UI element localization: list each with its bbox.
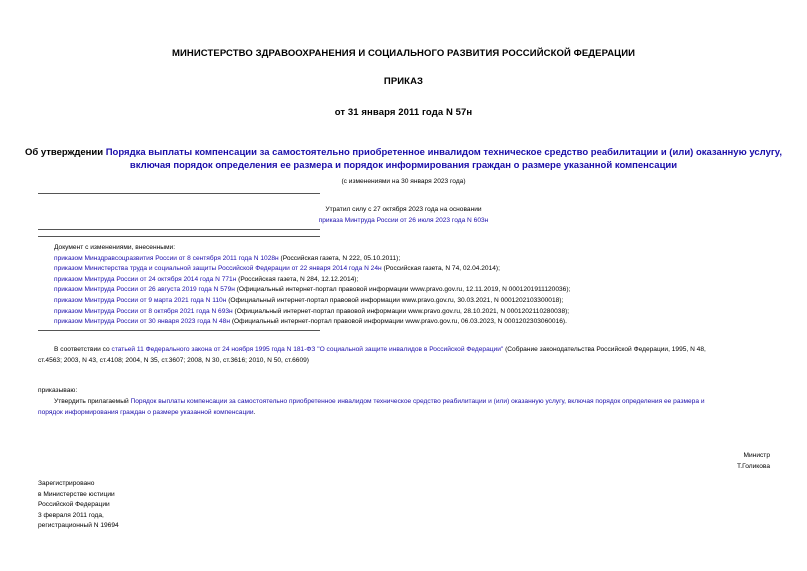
- registration-line: Зарегистрировано: [38, 480, 95, 487]
- change-link[interactable]: приказом Минздравсоцразвития России от 8 сентября 2011 года N 1028н: [54, 254, 279, 262]
- change-link[interactable]: приказом Минтруда России от 24 октября 2014 года N 771н: [54, 275, 237, 283]
- list-item: приказом Минтруда России от 8 октября 2021 года N 693н (Официальный интернет-портал правовой информации www.pravo.gov.ru, 28.10.2021, N 0001202110280038);: [54, 307, 570, 315]
- order-word: приказываю:: [38, 387, 78, 394]
- title-prefix: Об утверждении: [24, 147, 106, 158]
- approve-paragraph: Утвердить прилагаемый Порядок выплаты компенсации за самостоятельно приобретенное инвалидом техническое средство реабилитации и (или) оказанную услугу, включая порядок определения ее размера и порядок информирования граждан о размере указанной компенсации.: [38, 398, 705, 416]
- lost-force-link[interactable]: приказа Минтруда России от 26 июля 2023 года N 603н: [318, 216, 489, 224]
- signer-position: Министр: [743, 452, 770, 459]
- list-item: приказом Минтруда России от 26 августа 2019 года N 579н (Официальный интернет-портал правовой информации www.pravo.gov.ru, 12.11.2019, N 0001201911120036);: [54, 286, 571, 294]
- divider: [38, 229, 320, 230]
- title-link-line2[interactable]: включая порядок определения ее размера и порядок информирования граждан о размере указанной компенсации: [129, 160, 678, 171]
- procedure-link[interactable]: Порядок выплаты компенсации за самостоятельно приобретенное инвалидом техническое средство реабилитации и (или) оказанную услугу, включая порядок определения ее размера и: [130, 398, 705, 405]
- document-type: ПРИКАЗ: [383, 76, 424, 87]
- lost-force-block: [0, 205, 807, 226]
- procedure-link[interactable]: порядок информирования граждан о размере указанной компенсации: [38, 408, 254, 416]
- registration-line: регистрационный N 19694: [38, 522, 119, 530]
- lost-force-text: Утратил силу с 27 октября 2023 года на основании: [325, 206, 482, 213]
- registration-line: в Министерстве юстиции: [38, 490, 115, 498]
- registration-line: 3 февраля 2011 года,: [38, 511, 104, 519]
- amendments-note: (с изменениями на 30 января 2023 года): [341, 178, 466, 185]
- ministry-heading: МИНИСТЕРСТВО ЗДРАВООХРАНЕНИЯ И СОЦИАЛЬНОГО РАЗВИТИЯ РОССИЙСКОЙ ФЕДЕРАЦИИ: [171, 48, 636, 59]
- change-link[interactable]: приказом Минтруда России от 30 января 2023 года N 48н: [54, 318, 230, 326]
- changes-heading: Документ с изменениями, внесенными:: [54, 244, 176, 251]
- change-link[interactable]: приказом Минтруда России от 9 марта 2021 года N 110н: [54, 296, 227, 304]
- basis-paragraph: В соответствии со статьей 11 Федерального закона от 24 ноября 1995 года N 181-ФЗ "О социальной защите инвалидов в Российской Федерации" (Собрание законодательства Российской Федерации, 1995, N 48, ст.4563; 2003, N 43, ст.4108; 2004, N 35, ст.3607; 2008, N 30, ст.3616; 2010, N 50, ст.6609): [38, 346, 706, 364]
- changes-list: [54, 243, 794, 328]
- change-link[interactable]: приказом Министерства труда и социальной защиты Российской Федерации от 22 января 2014 года N 24н: [54, 265, 382, 273]
- registration-line: Российской Федерации: [38, 501, 110, 509]
- list-item: приказом Минздравсоцразвития России от 8 сентября 2011 года N 1028н (Российская газета, N 222, 05.10.2011);: [54, 254, 401, 262]
- list-item: приказом Минтруда России от 9 марта 2021 года N 110н (Официальный интернет-портал правовой информации www.pravo.gov.ru, 30.03.2021, N 0001202103300018);: [54, 296, 564, 304]
- title-link-line1[interactable]: Порядка выплаты компенсации за самостоятельно приобретенное инвалидом техническое средство реабилитации и (или) оказанную услугу,: [105, 147, 783, 158]
- document-date-number: от 31 января 2011 года N 57н: [334, 107, 473, 118]
- registration-block: [38, 479, 119, 532]
- divider: [38, 236, 320, 237]
- change-link[interactable]: приказом Минтруда России от 8 октября 2021 года N 693н: [54, 307, 233, 315]
- list-item: приказом Минтруда России от 24 октября 2014 года N 771н (Российская газета, N 284, 12.12.2014);: [54, 275, 359, 283]
- divider: [38, 193, 320, 194]
- list-item: приказом Минтруда России от 30 января 2023 года N 48н (Официальный интернет-портал правовой информации www.pravo.gov.ru, 06.03.2023, N 0001202303060016).: [54, 318, 567, 326]
- law-link[interactable]: статьей 11 Федерального закона от 24 ноября 1995 года N 181-ФЗ "О социальной защите инвалидов в Российской Федерации": [111, 346, 504, 353]
- document-title: [0, 146, 807, 172]
- list-item: приказом Министерства труда и социальной защиты Российской Федерации от 22 января 2014 года N 24н (Российская газета, N 74, 02.04.2014);: [54, 265, 500, 273]
- change-link[interactable]: приказом Минтруда России от 26 августа 2019 года N 579н: [54, 286, 235, 294]
- signature-block: [737, 451, 770, 472]
- signer-name: Т.Голикова: [736, 462, 770, 470]
- divider: [38, 330, 320, 331]
